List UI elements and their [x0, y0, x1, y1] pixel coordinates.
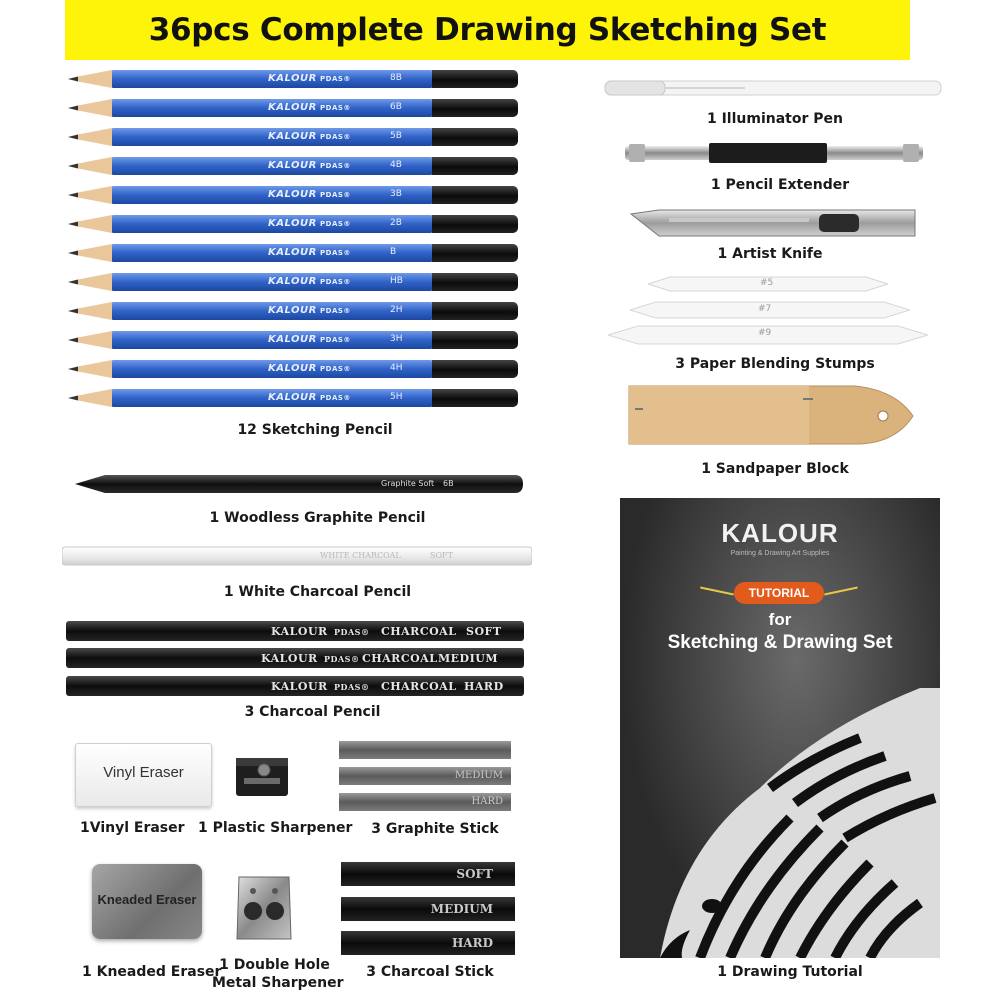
pencil-cap	[432, 128, 518, 146]
pencil-tip	[68, 389, 114, 407]
pencil-cap	[432, 389, 518, 407]
pencil-sub: PDAS®	[320, 249, 351, 257]
blending-stump-7	[630, 300, 910, 320]
charcoal-pencil-grade: SOFT	[466, 625, 502, 638]
white-pencil-label: 1 White Charcoal Pencil	[223, 584, 412, 600]
charcoal-pencil-brand: KALOUR	[271, 680, 328, 693]
blending-stump-size: #5	[760, 278, 774, 288]
pencil-tip	[68, 128, 114, 146]
blending-stump-9	[608, 324, 928, 346]
white-charcoal-pencil	[62, 546, 532, 566]
zebra-illustration	[620, 668, 940, 958]
pencil-brand: KALOUR	[268, 218, 317, 229]
tutorial-for: for	[768, 610, 792, 629]
sketch-pencil	[68, 99, 518, 117]
sketch-pencil	[68, 70, 518, 88]
plastic-sharpener-icon	[232, 752, 292, 802]
page-title: 36pcs Complete Drawing Sketching Set	[148, 12, 827, 48]
sketch-pencil	[68, 302, 518, 320]
pencil-sub: PDAS®	[320, 162, 351, 170]
pencil-brand: KALOUR	[268, 305, 317, 316]
pencil-sub: PDAS®	[320, 307, 351, 315]
charcoal-stick-soft	[341, 862, 515, 886]
pencil-tip	[68, 273, 114, 291]
metal-sharpener-label-2: Metal Sharpener	[212, 975, 344, 991]
pencil-sub: PDAS®	[320, 220, 351, 228]
graphite-stick-label: 3 Graphite Stick	[371, 821, 499, 837]
metal-sharpener-icon	[233, 873, 295, 943]
drawing-tutorial-label: 1 Drawing Tutorial	[717, 964, 863, 980]
pencil-tip	[68, 186, 114, 204]
pencil-grade: 5H	[390, 392, 403, 402]
graphite-grade: 6B	[443, 479, 454, 488]
pencil-tip	[68, 70, 114, 88]
pencil-grade: 4H	[390, 363, 403, 373]
pencil-tip	[68, 244, 114, 262]
charcoal-pencil-hard	[66, 676, 524, 696]
graphite-pencil-label: 1 Woodless Graphite Pencil	[209, 510, 426, 526]
tutorial-tagline: Painting & Drawing Art Supplies	[730, 550, 830, 557]
pencil-brand: KALOUR	[268, 102, 317, 113]
charcoal-pencil-medium	[66, 648, 524, 668]
pencil-brand: KALOUR	[268, 334, 317, 345]
metal-sharpener-label-1: 1 Double Hole	[219, 957, 330, 973]
pencil-cap	[432, 157, 518, 175]
blending-stump-size: #7	[758, 304, 772, 314]
pencil-brand: KALOUR	[268, 73, 317, 84]
pencil-sub: PDAS®	[320, 336, 351, 344]
illuminator-pen-label: 1 Illuminator Pen	[706, 111, 843, 127]
pencil-sub: PDAS®	[320, 104, 351, 112]
pencil-sub: PDAS®	[320, 365, 351, 373]
pencil-grade: HB	[390, 276, 403, 286]
charcoal-stick-hard	[341, 931, 515, 955]
pencil-sub: PDAS®	[320, 394, 351, 402]
white-pencil-imprint: WHITE CHARCOAL	[320, 551, 401, 560]
pencil-tip	[68, 331, 114, 349]
charcoal-pencil-kind: CHARCOAL	[381, 625, 457, 638]
sketch-pencil	[68, 186, 518, 204]
graphite-stick-grade: HARD	[471, 796, 503, 807]
woodless-graphite-pencil	[75, 474, 523, 494]
pencil-grade: 4B	[390, 160, 402, 170]
sketch-pencil	[68, 215, 518, 233]
sketch-pencil	[68, 389, 518, 407]
kneaded-eraser	[92, 864, 202, 939]
sketch-pencil	[68, 331, 518, 349]
pencil-grade: 5B	[390, 131, 402, 141]
pencil-tip	[68, 360, 114, 378]
pencil-sub: PDAS®	[320, 191, 351, 199]
pencil-brand: KALOUR	[268, 189, 317, 200]
charcoal-pencil-sub: PDAS®	[334, 627, 370, 637]
graphite-stick-1	[339, 741, 511, 759]
blending-stump-size: #9	[758, 328, 772, 338]
graphite-stick-3	[339, 793, 511, 811]
pencil-brand: KALOUR	[268, 276, 317, 287]
charcoal-stick-label: 3 Charcoal Stick	[366, 964, 494, 980]
pencil-extender	[625, 140, 923, 166]
pencil-grade: 8B	[390, 73, 402, 83]
pencil-brand: KALOUR	[268, 392, 317, 403]
charcoal-pencil-kind: CHARCOAL	[362, 652, 438, 665]
pencil-sub: PDAS®	[320, 278, 351, 286]
pencil-brand: KALOUR	[268, 131, 317, 142]
charcoal-stick-grade: MEDIUM	[430, 902, 493, 916]
pencil-sub: PDAS®	[320, 75, 351, 83]
drawing-tutorial-book	[620, 498, 940, 958]
sketch-pencil	[68, 273, 518, 291]
charcoal-stick-grade: HARD	[451, 936, 493, 950]
artist-knife-label: 1 Artist Knife	[717, 246, 823, 262]
pencil-cap	[432, 244, 518, 262]
pencil-extender-label: 1 Pencil Extender	[710, 177, 850, 193]
illuminator-pen-shape	[603, 77, 943, 101]
charcoal-pencil-grade: MEDIUM	[438, 652, 499, 665]
vinyl-eraser-imprint: Vinyl Eraser	[103, 764, 184, 781]
sandpaper-block-shape	[625, 382, 915, 448]
pencil-grade: 6B	[390, 102, 402, 112]
pencil-sub: PDAS®	[320, 133, 351, 141]
pencil-tip	[68, 157, 114, 175]
blending-stump-5	[648, 275, 888, 293]
sketch-pencil	[68, 244, 518, 262]
pencil-grade: 3B	[390, 189, 402, 199]
white-pencil-softness: SOFT	[430, 551, 453, 560]
sketch-pencil	[68, 360, 518, 378]
pencil-cap	[432, 360, 518, 378]
pencil-brand: KALOUR	[268, 160, 317, 171]
charcoal-stick-medium	[341, 897, 515, 921]
charcoal-pencil-soft	[66, 621, 524, 641]
artist-knife-shape	[629, 208, 917, 238]
pencil-cap	[432, 99, 518, 117]
pencil-grade: 2H	[390, 305, 403, 315]
blending-stumps-label: 3 Paper Blending Stumps	[675, 356, 875, 372]
kneaded-eraser-label: 1 Kneaded Eraser	[82, 964, 222, 980]
pencil-cap	[432, 302, 518, 320]
graphite-stick-2	[339, 767, 511, 785]
pencil-cap	[432, 215, 518, 233]
charcoal-pencil-brand: KALOUR	[261, 652, 318, 665]
charcoal-pencil-label: 3 Charcoal Pencil	[244, 704, 381, 720]
metal-sharpener	[233, 873, 295, 943]
pencil-grade: 2B	[390, 218, 402, 228]
tutorial-subtitle: Sketching & Drawing Set	[667, 632, 893, 653]
pencil-cap	[432, 186, 518, 204]
charcoal-pencil-sub: PDAS®	[334, 682, 370, 692]
vinyl-eraser	[75, 743, 212, 807]
charcoal-stick-grade: SOFT	[456, 867, 493, 881]
title-banner	[65, 0, 910, 60]
pencil-tip	[68, 302, 114, 320]
sandpaper-block-label: 1 Sandpaper Block	[701, 461, 849, 477]
pencil-cap	[432, 70, 518, 88]
illuminator-pen	[603, 77, 943, 101]
pencil-cap	[432, 331, 518, 349]
pencil-brand: KALOUR	[268, 363, 317, 374]
kneaded-eraser-imprint: Kneaded Eraser	[97, 892, 197, 907]
pencil-brand: KALOUR	[268, 247, 317, 258]
graphite-imprint: Graphite Soft	[381, 479, 435, 488]
pencil-cap	[432, 273, 518, 291]
tutorial-badge: TUTORIAL	[734, 582, 824, 604]
graphite-pencil-shape	[75, 474, 523, 494]
graphite-stick-grade: MEDIUM	[454, 770, 503, 781]
sketch-pencil-label: 12 Sketching Pencil	[237, 422, 393, 438]
white-pencil-shape	[62, 546, 532, 566]
sketch-pencil	[68, 157, 518, 175]
vinyl-eraser-label: 1Vinyl Eraser	[80, 820, 185, 836]
charcoal-pencil-grade: HARD	[464, 680, 504, 693]
tutorial-brand: KALOUR	[721, 518, 839, 548]
pencil-grade: B	[390, 247, 397, 257]
charcoal-pencil-sub: PDAS®	[324, 654, 360, 664]
pencil-extender-shape	[625, 140, 923, 166]
plastic-sharpener-label: 1 Plastic Sharpener	[198, 820, 353, 836]
pencil-grade: 3H	[390, 334, 403, 344]
sketch-pencil	[68, 128, 518, 146]
artist-knife	[629, 208, 917, 238]
charcoal-pencil-kind: CHARCOAL	[381, 680, 457, 693]
charcoal-pencil-brand: KALOUR	[271, 625, 328, 638]
sandpaper-block	[625, 382, 915, 448]
pencil-tip	[68, 215, 114, 233]
plastic-sharpener	[232, 752, 292, 802]
pencil-tip	[68, 99, 114, 117]
